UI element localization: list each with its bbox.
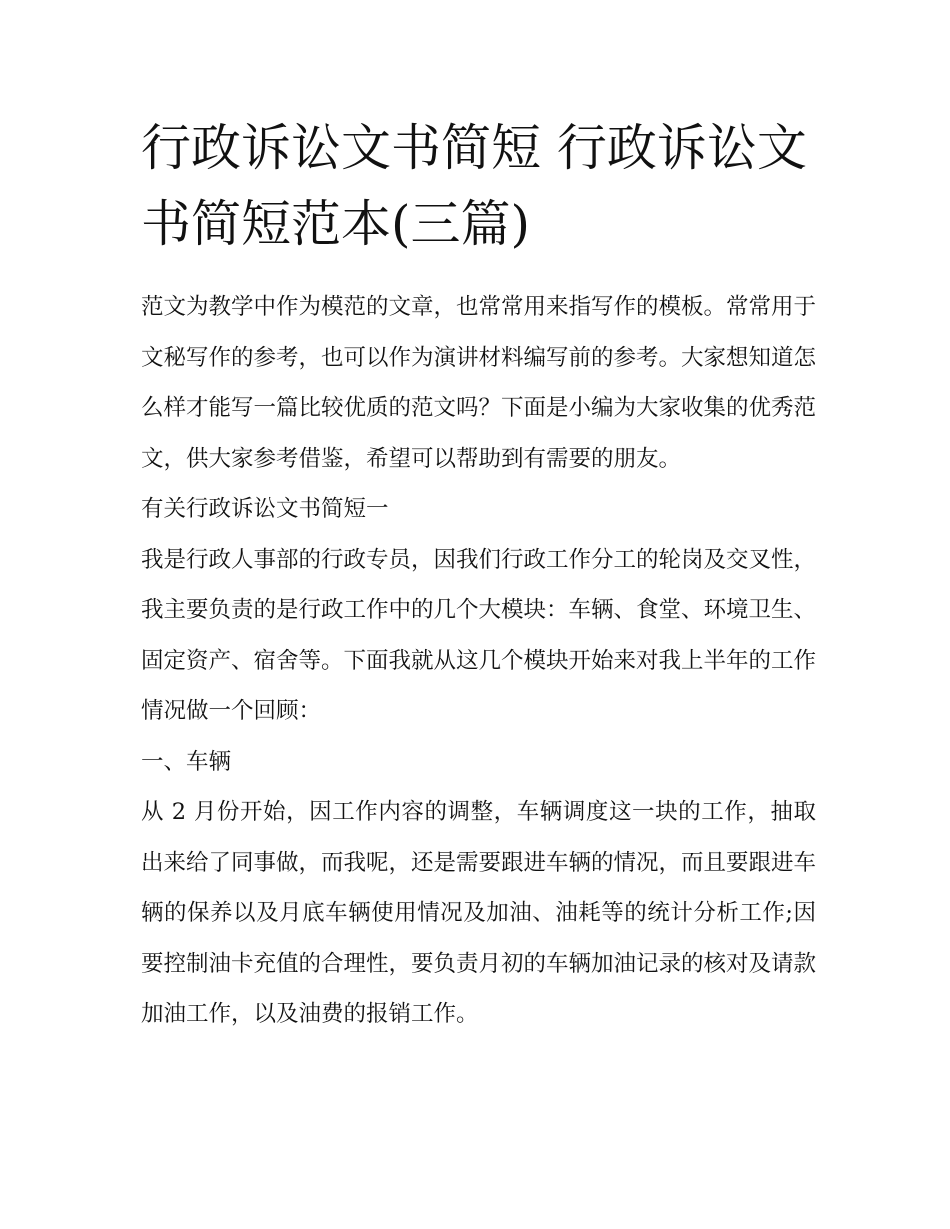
section-heading-one: 有关行政诉讼文书简短一	[141, 496, 389, 522]
intro-paragraph: 范文为教学中作为模范的文章，也常常用来指写作的模板。常常用于文秘写作的参考，也可以作为演讲材料编写前的参考。大家想知道怎么样才能写一篇比较优质的范文吗？下面是小编为大家收集的优秀范文，供大家参考借鉴，希望可以帮助到有需要的朋友。	[141, 294, 817, 472]
document-content	[141, 110, 816, 1040]
document-title: 行政诉讼文书简短 行政诉讼文书简短范本(三篇)	[141, 119, 807, 253]
document-body	[141, 282, 816, 1040]
work-overview-paragraph: 我是行政人事部的行政专员，因我们行政工作分工的轮岗及交叉性，我主要负责的是行政工作中的几个大模块：车辆、食堂、环境卫生、固定资产、宿舍等。下面我就从这几个模块开始来对我上半年的工作情况做一个回顾：	[141, 546, 817, 724]
vehicles-paragraph: 从 2 月份开始，因工作内容的调整，车辆调度这一块的工作，抽取出来给了同事做，而我呢，还是需要跟进车辆的情况，而且要跟进车辆的保养以及月底车辆使用情况及加油、油耗等的统计分析工作;因要控制油卡充值的合理性，要负责月初的车辆加油记录的核对及请款加油工作，以及油费的报销工作。	[141, 799, 817, 1027]
subheading-vehicles: 一、车辆	[141, 748, 232, 775]
